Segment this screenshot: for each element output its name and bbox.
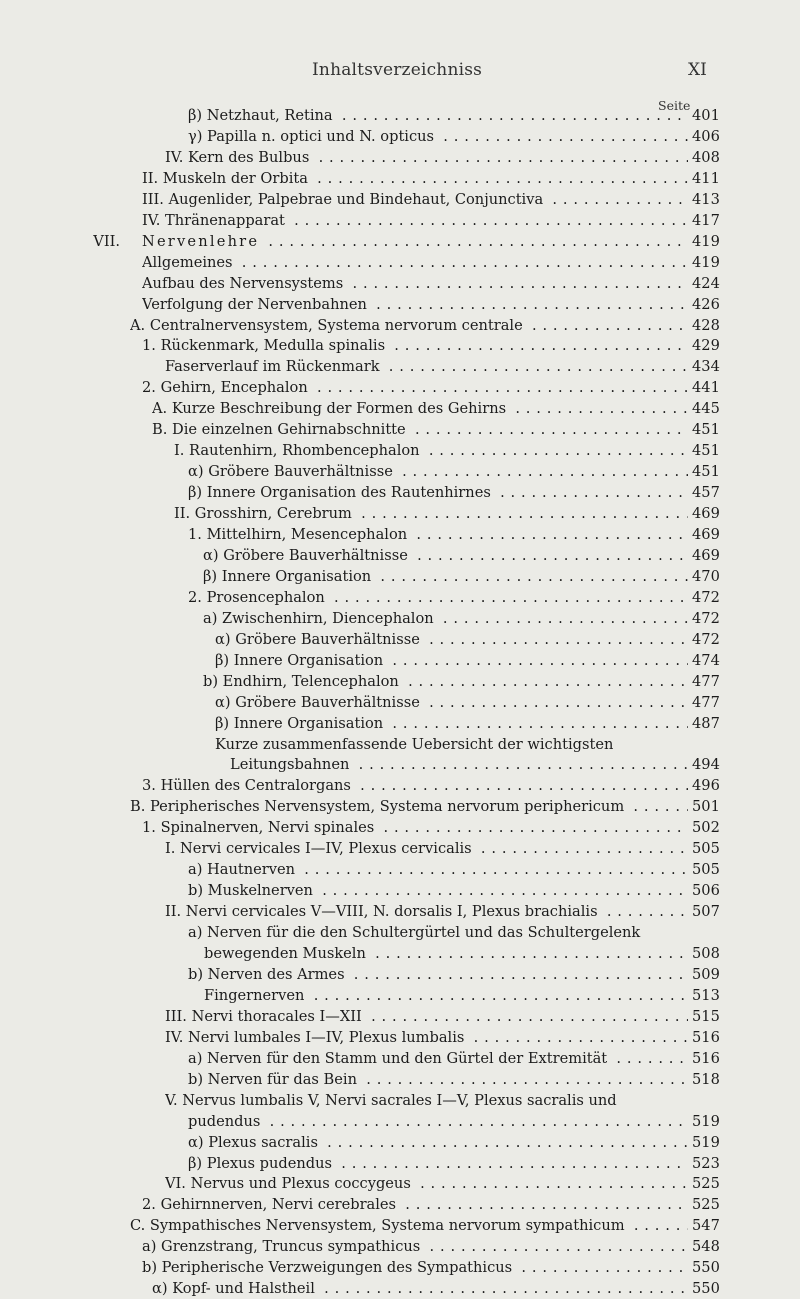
toc-entry xyxy=(0,546,800,566)
toc-entry xyxy=(0,944,800,964)
toc-entry xyxy=(0,253,800,273)
toc-entry-title: III. Augenlider, Palpebrae und Bindehaut, Conjunctiva . . . xyxy=(142,190,688,210)
toc-entry xyxy=(0,1279,800,1299)
toc-entry-page-number: 451 xyxy=(692,442,720,460)
toc-entry-page-number: 469 xyxy=(692,546,720,564)
toc-entry-page-number: 505 xyxy=(692,840,720,858)
toc-entry-title: B. Peripherisches Nervensystem, Systema nervorum periphericum . . . xyxy=(130,797,688,817)
toc-entry-title: I. Rautenhirn, Rhombencephalon . . . xyxy=(174,441,688,461)
toc-entry-title: α) Plexus sacralis . . . xyxy=(188,1133,688,1153)
toc-entry-page-number: 547 xyxy=(692,1217,720,1235)
toc-entry xyxy=(0,169,800,189)
toc-entry xyxy=(0,902,800,922)
toc-entry-title: I. Nervi cervicales I—IV, Plexus cervicalis . . . xyxy=(165,839,688,859)
toc-entry xyxy=(0,735,800,755)
toc-entry xyxy=(0,525,800,545)
toc-entry-page-number: 457 xyxy=(692,484,720,502)
toc-entry-part-number: VII. xyxy=(93,232,120,250)
toc-entry xyxy=(0,986,800,1006)
toc-entry xyxy=(0,567,800,587)
toc-entry-title: a) Zwischenhirn, Diencephalon . . . xyxy=(203,609,688,629)
toc-entry xyxy=(0,316,800,336)
toc-entry xyxy=(0,1133,800,1153)
toc-entry-title: γ) Papilla n. optici und N. opticus . . . xyxy=(188,127,688,147)
toc-entry-title: II. Grosshirn, Cerebrum . . . xyxy=(174,504,688,524)
toc-entry-page-number: 413 xyxy=(692,190,720,208)
toc-entry xyxy=(0,1237,800,1257)
toc-entry xyxy=(0,274,800,294)
toc-entry-page-number: 548 xyxy=(692,1238,720,1256)
toc-entry-page-number: 472 xyxy=(692,630,720,648)
toc-entry-page-number: 508 xyxy=(692,945,720,962)
toc-entry-page-number: 516 xyxy=(692,1049,720,1067)
toc-entry xyxy=(0,755,800,775)
toc-entry-title: α) Gröbere Bauverhältnisse . . . xyxy=(188,462,688,482)
toc-entry-page-number: 474 xyxy=(692,651,720,669)
toc-entry-title: Kurze zusammenfassende Uebersicht der wichtigsten xyxy=(215,735,688,755)
toc-entry-title: b) Endhirn, Telencephalon . . . xyxy=(203,672,688,692)
toc-entry xyxy=(0,1091,800,1111)
toc-entry-page-number: 419 xyxy=(692,253,720,271)
toc-entry xyxy=(0,357,800,377)
toc-entry-page-number: 519 xyxy=(692,1133,720,1151)
toc-entry xyxy=(0,881,800,901)
toc-entry xyxy=(0,399,800,419)
toc-entry-title: β) Innere Organisation des Rautenhirnes . . . xyxy=(188,483,688,503)
toc-entry-page-number: 516 xyxy=(692,1028,720,1046)
toc-entry-page-number: 496 xyxy=(692,777,720,795)
toc-entry-title: β) Innere Organisation . . . xyxy=(203,567,688,587)
toc-entry-title: Allgemeines . . . xyxy=(142,253,688,273)
toc-entry-title: B. Die einzelnen Gehirnabschnitte . . . xyxy=(152,420,688,440)
toc-entry-page-number: 525 xyxy=(692,1196,720,1214)
toc-entry-page-number: 469 xyxy=(692,526,720,543)
toc-entry-page-number: 505 xyxy=(692,861,720,879)
toc-entry-title: β) Netzhaut, Retina . . . xyxy=(188,106,688,126)
toc-entry xyxy=(0,148,800,168)
toc-entry xyxy=(0,462,800,482)
toc-entry-page-number: 550 xyxy=(692,1259,720,1277)
running-header-title: Inhaltsverzeichniss xyxy=(312,60,483,80)
page-column-label: Seite xyxy=(658,98,691,113)
toc-entry xyxy=(0,232,800,252)
toc-entry-title: bewegenden Muskeln . . . xyxy=(204,944,688,964)
toc-entry-title: b) Nerven des Armes . . . xyxy=(188,965,688,985)
toc-entry xyxy=(0,1028,800,1048)
toc-entry-page-number: 509 xyxy=(692,965,720,983)
toc-entry xyxy=(0,693,800,713)
toc-entry-title: C. Sympathisches Nervensystem, Systema nervorum sympathicum . . . xyxy=(130,1216,688,1236)
toc-entry xyxy=(0,336,800,356)
toc-entry xyxy=(0,860,800,880)
toc-entry xyxy=(0,672,800,692)
toc-entry xyxy=(0,295,800,315)
toc-entry-page-number: 424 xyxy=(692,274,720,292)
toc-entry-page-number: 502 xyxy=(692,819,720,837)
toc-entry-page-number: 519 xyxy=(692,1112,720,1130)
toc-entry xyxy=(0,1007,800,1027)
toc-entry xyxy=(0,776,800,796)
toc-entry-title: α) Kopf- und Halstheil . . . xyxy=(152,1279,688,1299)
toc-entry-page-number: 477 xyxy=(692,693,720,711)
toc-entry-title: Nervenlehre . . . xyxy=(142,232,688,252)
toc-entry-title: Faserverlauf im Rückenmark . . . xyxy=(165,357,688,377)
toc-entry-page-number: 411 xyxy=(692,169,720,187)
toc-entry-page-number: 406 xyxy=(692,127,720,145)
toc-entry xyxy=(0,420,800,440)
toc-entry-page-number: 451 xyxy=(692,421,720,439)
toc-entry xyxy=(0,211,800,231)
toc-entry-page-number: 469 xyxy=(692,505,720,523)
toc-entry-title: α) Gröbere Bauverhältnisse . . . xyxy=(203,546,688,566)
toc-entry-title: IV. Thränenapparat . . . xyxy=(142,211,688,231)
toc-entry-page-number: 525 xyxy=(692,1175,720,1193)
toc-entry-title: Leitungsbahnen . . . xyxy=(230,755,688,775)
toc-entry-title: 1. Rückenmark, Medulla spinalis . . . xyxy=(142,336,688,356)
toc-entry-page-number: 451 xyxy=(692,463,720,481)
toc-entry-page-number: 513 xyxy=(692,986,720,1004)
toc-entry-title: 2. Gehirn, Encephalon . . . xyxy=(142,378,688,398)
toc-entry xyxy=(0,651,800,671)
toc-entry-page-number: 434 xyxy=(692,358,720,376)
toc-entry xyxy=(0,106,800,126)
toc-entry-title: IV. Nervi lumbales I—IV, Plexus lumbalis . . . xyxy=(165,1028,688,1048)
toc-entry-page-number: 477 xyxy=(692,672,720,690)
toc-entry xyxy=(0,1258,800,1278)
toc-entry xyxy=(0,483,800,503)
toc-entry xyxy=(0,190,800,210)
toc-entry-title: b) Muskelnerven . . . xyxy=(188,881,688,901)
toc-entry-title: 1. Spinalnerven, Nervi spinales . . . xyxy=(142,818,688,838)
toc-entry xyxy=(0,378,800,398)
toc-entry-title: a) Hautnerven . . . xyxy=(188,860,688,880)
running-header-page-number: XI xyxy=(688,60,707,80)
toc-entry-title: a) Nerven für den Stamm und den Gürtel der Extremität . . . xyxy=(188,1049,688,1069)
toc-entry-title: 2. Prosencephalon . . . xyxy=(188,588,688,608)
toc-entry-title: Aufbau des Nervensystems . . . xyxy=(142,274,688,294)
toc-entry xyxy=(0,1216,800,1236)
toc-entry-page-number: 445 xyxy=(692,400,720,418)
toc-entry-title: a) Nerven für die den Schultergürtel und das Schultergelenk xyxy=(188,923,688,943)
toc-entry xyxy=(0,504,800,524)
toc-entry-title: β) Innere Organisation . . . xyxy=(215,714,688,734)
toc-entry-title: 1. Mittelhirn, Mesencephalon . . . xyxy=(188,525,688,545)
toc-entry-title: VI. Nervus und Plexus coccygeus . . . xyxy=(165,1174,688,1194)
toc-entry-title: b) Peripherische Verzweigungen des Sympathicus . . . xyxy=(142,1258,688,1278)
toc-entry-page-number: 408 xyxy=(692,148,720,166)
toc-entry-page-number: 401 xyxy=(692,107,720,124)
toc-entry xyxy=(0,127,800,147)
toc-entry-title: V. Nervus lumbalis V, Nervi sacrales I—V, Plexus sacralis und xyxy=(165,1091,688,1111)
toc-entry-title: Verfolgung der Nervenbahnen . . . xyxy=(142,295,688,315)
toc-entry-title: 3. Hüllen des Centralorgans . . . xyxy=(142,776,688,796)
toc-entry-page-number: 428 xyxy=(692,316,720,334)
toc-entry-page-number: 515 xyxy=(692,1007,720,1025)
toc-entry xyxy=(0,1070,800,1090)
toc-entry-title: pudendus . . . xyxy=(188,1112,688,1132)
toc-entry-page-number: 523 xyxy=(692,1154,720,1172)
toc-entry-page-number: 472 xyxy=(692,609,720,627)
toc-entry xyxy=(0,818,800,838)
toc-entry xyxy=(0,923,800,943)
toc-entry xyxy=(0,797,800,817)
toc-entry-title: III. Nervi thoracales I—XII . . . xyxy=(165,1007,688,1027)
toc-entry xyxy=(0,609,800,629)
toc-entry-title: β) Plexus pudendus . . . xyxy=(188,1154,688,1174)
toc-entry-page-number: 426 xyxy=(692,295,720,313)
toc-entry-title: b) Nerven für das Bein . . . xyxy=(188,1070,688,1090)
toc-entry xyxy=(0,965,800,985)
toc-entry xyxy=(0,714,800,734)
toc-entry xyxy=(0,1195,800,1215)
toc-entry xyxy=(0,630,800,650)
toc-entry-page-number: 506 xyxy=(692,882,720,900)
toc-entry xyxy=(0,1112,800,1132)
toc-entry-page-number: 429 xyxy=(692,337,720,355)
toc-entry-title: Fingernerven . . . xyxy=(204,986,688,1006)
toc-entry-page-number: 550 xyxy=(692,1280,720,1298)
toc-entry-page-number: 417 xyxy=(692,211,720,229)
toc-entry-title: II. Nervi cervicales V—VIII, N. dorsalis I, Plexus brachialis . . . xyxy=(165,902,688,922)
toc-entry-page-number: 487 xyxy=(692,714,720,732)
toc-entry-title: A. Kurze Beschreibung der Formen des Gehirns . . . xyxy=(152,399,688,419)
toc-entry-page-number: 472 xyxy=(692,588,720,606)
toc-entry xyxy=(0,1174,800,1194)
toc-entry-title: IV. Kern des Bulbus . . . xyxy=(165,148,688,168)
toc-entry xyxy=(0,1049,800,1069)
toc-entry-page-number: 518 xyxy=(692,1070,720,1088)
toc-entry-page-number: 419 xyxy=(692,232,720,250)
toc-entry-page-number: 470 xyxy=(692,567,720,585)
toc-entry xyxy=(0,839,800,859)
toc-entry-page-number: 501 xyxy=(692,798,720,816)
toc-entry-title: β) Innere Organisation . . . xyxy=(215,651,688,671)
toc-entry-title: II. Muskeln der Orbita . . . xyxy=(142,169,688,189)
toc-entry-page-number: 441 xyxy=(692,379,720,397)
toc-entry-title: A. Centralnervensystem, Systema nervorum centrale . . . xyxy=(130,316,688,336)
toc-entry-title: 2. Gehirnnerven, Nervi cerebrales . . . xyxy=(142,1195,688,1215)
toc-entry xyxy=(0,588,800,608)
toc-entry xyxy=(0,441,800,461)
toc-entry-title: α) Gröbere Bauverhältnisse . . . xyxy=(215,630,688,650)
toc-entry-page-number: 494 xyxy=(692,756,720,774)
toc-entry-title: α) Gröbere Bauverhältnisse . . . xyxy=(215,693,688,713)
toc-entry-title: a) Grenzstrang, Truncus sympathicus . . . xyxy=(142,1237,688,1257)
toc-entry xyxy=(0,1154,800,1174)
toc-entry-page-number: 507 xyxy=(692,903,720,921)
